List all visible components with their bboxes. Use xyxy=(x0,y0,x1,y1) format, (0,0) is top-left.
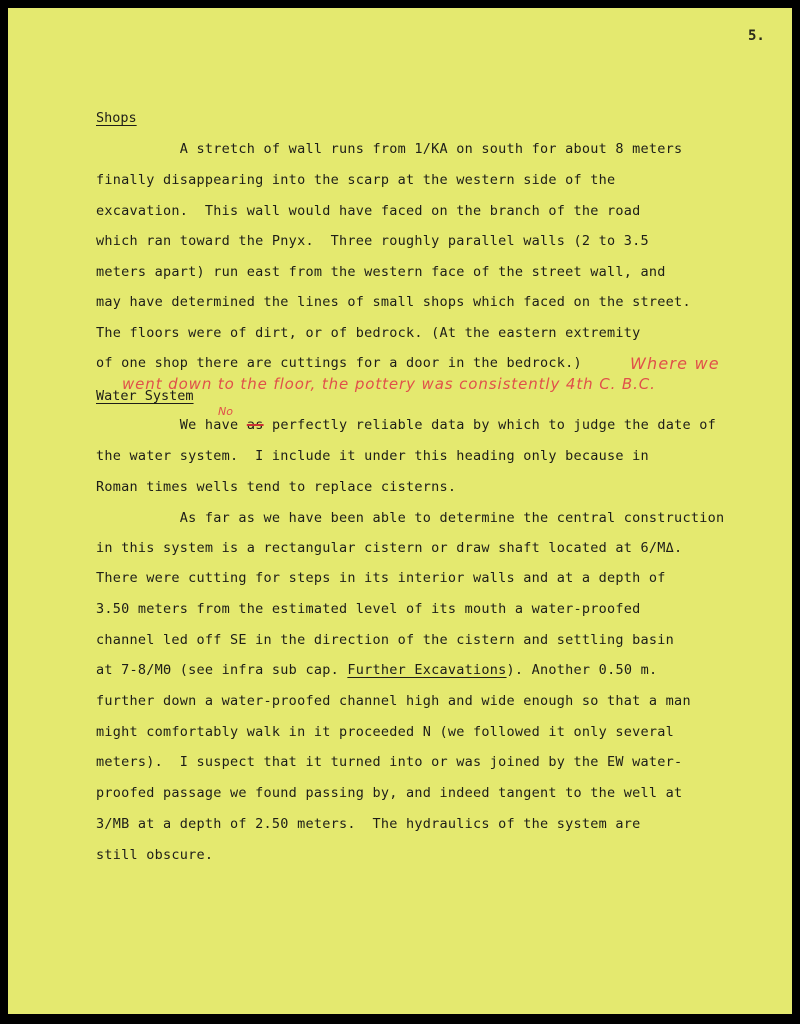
text-line: finally disappearing into the scarp at the western side of the xyxy=(96,172,616,188)
page-number: 5. xyxy=(748,28,765,44)
text-line: 3.50 meters from the estimated level of its mouth a water-proofed xyxy=(96,601,641,617)
text-line: A stretch of wall runs from 1/KA on south for about 8 meters xyxy=(96,141,683,157)
text-line: meters apart) run east from the western face of the street wall, and xyxy=(96,264,666,280)
text-line: in this system is a rectangular cistern or draw shaft located at 6/MΔ. xyxy=(96,540,683,556)
text-line: Roman times wells tend to replace cisterns. xyxy=(96,479,457,495)
text-line: the water system. I include it under this heading only because in xyxy=(96,448,649,464)
shops-heading: Shops xyxy=(96,110,137,126)
text-line: may have determined the lines of small shops which faced on the street. xyxy=(96,294,691,310)
struck-word: as xyxy=(246,417,264,433)
text-line: There were cutting for steps in its interior walls and at a depth of xyxy=(96,570,666,586)
text-line: meters). I suspect that it turned into or was joined by the EW water- xyxy=(96,754,683,770)
cross-reference: Further Excavations xyxy=(347,662,507,678)
text-line: which ran toward the Pnyx. Three roughly parallel walls (2 to 3.5 xyxy=(96,233,649,249)
handwritten-note: Where we xyxy=(630,354,720,373)
text-line: The floors were of dirt, or of bedrock. (At the eastern extremity xyxy=(96,325,641,341)
text-line: excavation. This wall would have faced on the branch of the road xyxy=(96,203,641,219)
text-line: might comfortably walk in it proceeded N (we followed it only several xyxy=(96,724,675,740)
handwritten-note-continued: went down to the floor, the pottery was consistently 4th C. B.C. xyxy=(122,375,656,393)
text-line: still obscure. xyxy=(96,847,214,863)
text-line: 3/MB at a depth of 2.50 meters. The hydraulics of the system are xyxy=(96,816,641,832)
text-line: channel led off SE in the direction of the cistern and settling basin xyxy=(96,632,675,648)
handwritten-insert: No xyxy=(218,405,233,418)
text-line: further down a water-proofed channel high and wide enough so that a man xyxy=(96,693,691,709)
document-page xyxy=(8,8,792,1014)
water-system-heading: Water System xyxy=(96,388,194,404)
text-line: As far as we have been able to determine the central construction xyxy=(96,510,725,526)
text-line: at 7-8/MΘ (see infra sub cap. Further Excavations). Another 0.50 m. xyxy=(96,662,658,678)
text-line: proofed passage we found passing by, and indeed tangent to the well at xyxy=(96,785,683,801)
text-line: of one shop there are cuttings for a door in the bedrock.) xyxy=(96,355,582,371)
text-line: We have as perfectly reliable data by which to judge the date of xyxy=(96,417,716,433)
